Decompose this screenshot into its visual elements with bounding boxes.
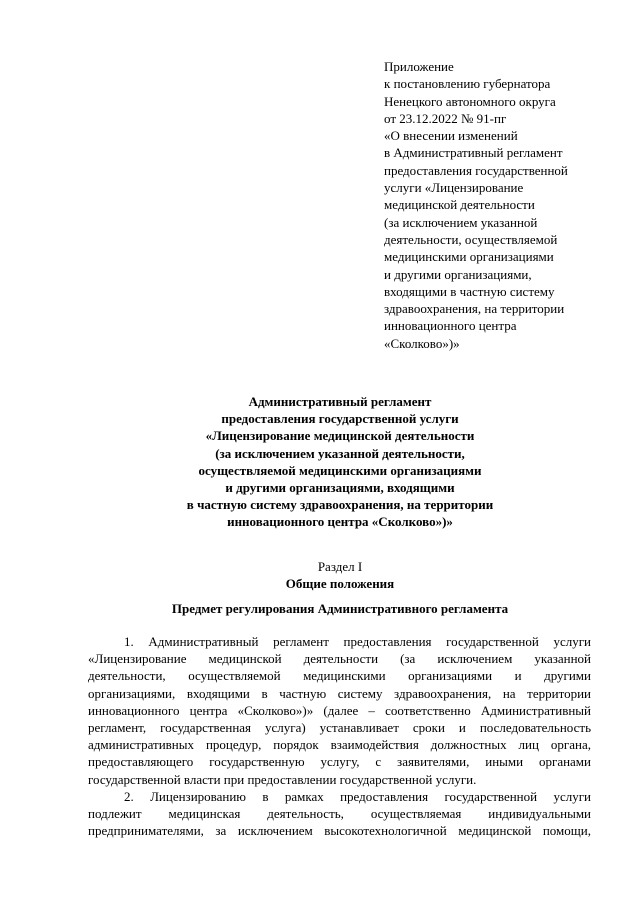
paragraph-line: административных процедур, порядок взаимодействия должностных лиц органа, [88, 737, 591, 753]
paragraph-line: предоставляющего государственную услугу, с заявителями, иными органами [88, 754, 591, 770]
paragraph-line: подлежит медицинская деятельность, осуществляемая индивидуальными [88, 805, 591, 821]
appendix-line: предоставления государственной [384, 162, 568, 178]
title-line: предоставления государственной услуги [221, 411, 459, 427]
appendix-line: к постановлению губернатора [384, 76, 551, 92]
paragraph-line: организациями, входящими в частную систему здравоохранения, на территории [88, 685, 591, 701]
appendix-line: услуги «Лицензирование [384, 180, 524, 196]
body-text [88, 633, 591, 839]
appendix-line: инновационного центра [384, 318, 517, 334]
section-name: Общие положения [285, 576, 395, 592]
document-title [60, 393, 620, 531]
appendix-line: здравоохранения, на территории [384, 301, 565, 317]
paragraph-line: 1. Административный регламент предоставления государственной услуги [124, 634, 591, 649]
paragraph-line: деятельности, осуществляемой медицинскими организациями и другими [88, 668, 591, 684]
section-number: Раздел I [317, 559, 363, 574]
paragraph-line: регламент, государственная услуга) устанавливает сроки и последовательность [88, 719, 591, 735]
subject-heading: Предмет регулирования Административного регламента [171, 601, 509, 616]
paragraph-line: 2. Лицензированию в рамках предоставления государственной услуги [124, 788, 591, 804]
appendix-line: «Сколково»)» [384, 335, 460, 351]
appendix-line: в Административный регламент [384, 145, 563, 161]
appendix-line: входящими в частную систему [384, 283, 555, 299]
section-heading [60, 558, 620, 592]
paragraph-2 [88, 788, 591, 840]
title-line: «Лицензирование медицинской деятельности [205, 428, 475, 444]
paragraph-line: государственной власти при предоставлении государственной услуги. [88, 771, 477, 787]
title-line: (за исключением указанной деятельности, [215, 445, 465, 461]
appendix-line: и другими организациями, [384, 266, 532, 282]
appendix-line: деятельности, осуществляемой [384, 231, 558, 247]
appendix-line: Приложение [384, 59, 454, 74]
paragraph-1 [88, 633, 591, 788]
title-line: в частную систему здравоохранения, на территории [186, 497, 494, 513]
appendix-line: от 23.12.2022 № 91-пг [384, 110, 507, 126]
title-line: Административный регламент [248, 394, 432, 409]
paragraph-line: «Лицензирование медицинской деятельности (за исключением указанной [88, 651, 591, 667]
title-line: осуществляемой медицинскими организациями [198, 462, 482, 478]
title-line: инновационного центра «Сколково»)» [227, 514, 453, 530]
appendix-line: медицинской деятельности [384, 197, 535, 213]
appendix-line: «О внесении изменений [384, 128, 518, 144]
appendix-line: (за исключением указанной [384, 214, 538, 230]
paragraph-line: инновационного центра «Сколково»)» (далее – соответственно Административный [88, 702, 591, 718]
paragraph-line: предпринимателями, за исключением высокотехнологичной медицинской помощи, [88, 823, 591, 839]
appendix-line: Ненецкого автономного округа [384, 93, 556, 109]
title-line: и другими организациями, входящими [225, 480, 455, 496]
appendix-line: медицинскими организациями [384, 249, 554, 265]
appendix-block [384, 58, 634, 352]
